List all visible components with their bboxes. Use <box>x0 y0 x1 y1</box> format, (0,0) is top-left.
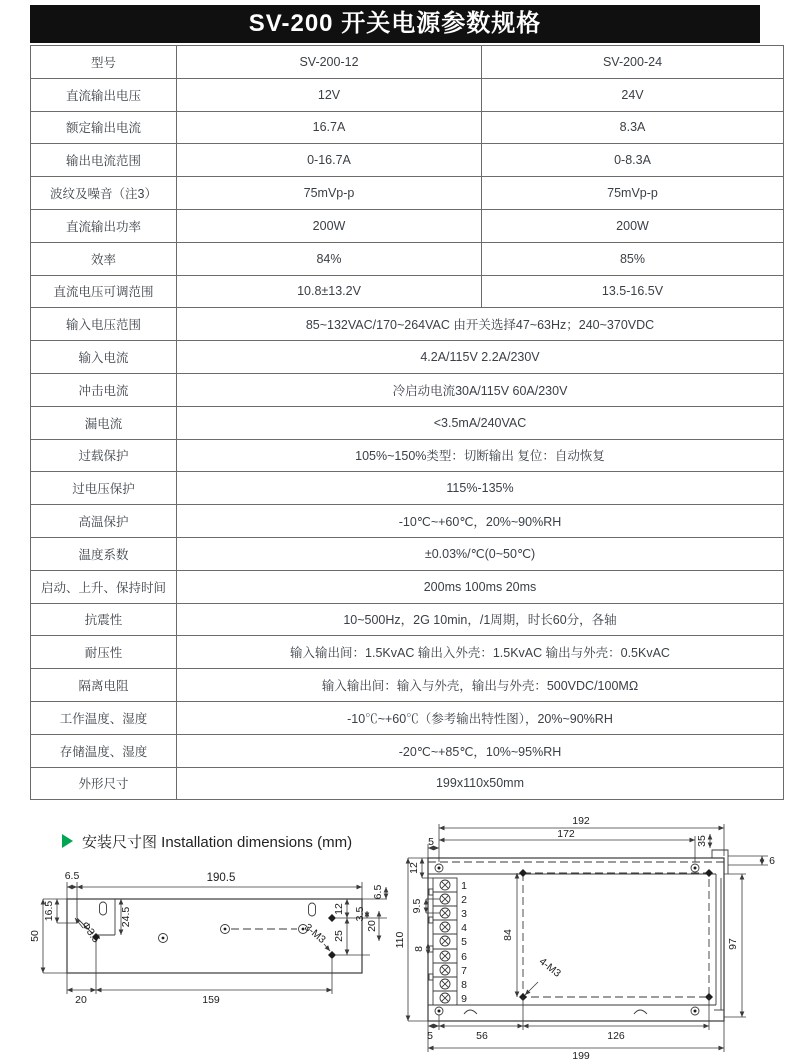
dim-label: 50 <box>29 930 41 942</box>
spec-value-cell: 4.2A/115V 2.2A/230V <box>177 341 784 374</box>
screw-spec-label: 3-M3 <box>301 921 328 946</box>
table-row <box>31 537 784 570</box>
svg-text:2: 2 <box>461 894 467 906</box>
installation-diagram-top-view <box>394 812 790 1060</box>
slot-hole <box>100 902 107 915</box>
table-row <box>31 406 784 439</box>
spec-label-cell: 外形尺寸 <box>31 767 177 800</box>
spec-value-cell: 输入输出间：输入与外壳，输出与外壳：500VDC/100MΩ <box>177 669 784 702</box>
table-row <box>31 111 784 144</box>
spec-value-cell: 105%~150%类型：切断输出 复位：自动恢复 <box>177 439 784 472</box>
spec-label-cell: 过电压保护 <box>31 472 177 505</box>
table-row <box>31 341 784 374</box>
spec-label-cell: 高温保护 <box>31 505 177 538</box>
screw-spec-label: 4-M3 <box>536 955 563 980</box>
dim-label: 12 <box>408 862 420 874</box>
dim-label: 9.5 <box>411 898 423 914</box>
spec-value-cell: 冷启动电流30A/115V 60A/230V <box>177 373 784 406</box>
spec-label-cell: 隔离电阻 <box>31 669 177 702</box>
spec-value-cell: 8.3A <box>482 111 784 144</box>
table-row <box>31 373 784 406</box>
dim-label: 20 <box>366 920 378 932</box>
dim-label: 35 <box>696 835 708 847</box>
dim-label: 12 <box>333 903 345 915</box>
table-row <box>31 669 784 702</box>
table-row <box>31 636 784 669</box>
spec-value-cell: ±0.03%/℃(0~50℃) <box>177 537 784 570</box>
spec-value-cell: 200W <box>177 209 482 242</box>
round-hole <box>159 925 308 943</box>
installation-diagram-side-view <box>25 866 395 1060</box>
dim-label: 56 <box>476 1030 488 1042</box>
green-triangle-icon <box>62 834 73 848</box>
spec-table <box>30 45 784 800</box>
spec-value-cell: 13.5-16.5V <box>482 275 784 308</box>
spec-label-cell: 直流电压可调范围 <box>31 275 177 308</box>
spec-value-cell: 0-16.7A <box>177 144 482 177</box>
terminal-numbers <box>461 880 467 1005</box>
spec-label-cell: 输入电压范围 <box>31 308 177 341</box>
dim-label: 25 <box>333 930 345 942</box>
page-title: SV-200 开关电源参数规格 <box>30 5 760 43</box>
table-row <box>31 603 784 636</box>
dim-label: 97 <box>727 938 739 950</box>
spec-value-cell: -10℃~+60℃（参考输出特性图），20%~90%RH <box>177 701 784 734</box>
spec-value-cell: 85% <box>482 242 784 275</box>
dim-label: 84 <box>502 929 514 941</box>
table-row <box>31 78 784 111</box>
table-row <box>31 242 784 275</box>
table-row <box>31 472 784 505</box>
spec-value-cell: 200ms 100ms 20ms <box>177 570 784 603</box>
spec-value-cell: 75mVp-p <box>482 177 784 210</box>
dim-label: 172 <box>557 828 575 840</box>
table-row <box>31 439 784 472</box>
dim-label: 8 <box>413 946 425 952</box>
spec-value-cell: <3.5mA/240VAC <box>177 406 784 439</box>
svg-text:1: 1 <box>461 880 467 892</box>
spec-value-cell: 10~500Hz，2G 10min，/1周期，时长60分，各轴 <box>177 603 784 636</box>
table-row <box>31 275 784 308</box>
spec-value-cell: 0-8.3A <box>482 144 784 177</box>
dim-label: 190.5 <box>206 872 236 884</box>
dim-label: 5 <box>428 836 434 848</box>
spec-value-cell: 24V <box>482 78 784 111</box>
dim-label: 16.5 <box>43 900 55 922</box>
spec-value-cell: 16.7A <box>177 111 482 144</box>
table-row <box>31 308 784 341</box>
spec-value-cell: 10.8±13.2V <box>177 275 482 308</box>
spec-value-cell: SV-200-24 <box>482 46 784 79</box>
spec-label-cell: 直流输出功率 <box>31 209 177 242</box>
spec-value-cell: 输入输出间：1.5KvAC 输出入外壳：1.5KvAC 输出与外壳：0.5KvAC <box>177 636 784 669</box>
dim-label: 6 <box>769 855 775 867</box>
spec-value-cell: 85~132VAC/170~264VAC 由开关选择47~63Hz；240~370VDC <box>177 308 784 341</box>
dim-label: 126 <box>607 1030 625 1042</box>
spec-label-cell: 过载保护 <box>31 439 177 472</box>
flange-screw <box>435 864 699 1015</box>
spec-label-cell: 波纹及噪音（注3） <box>31 177 177 210</box>
spec-value-cell: SV-200-12 <box>177 46 482 79</box>
spec-label-cell: 效率 <box>31 242 177 275</box>
spec-label-cell: 直流输出电压 <box>31 78 177 111</box>
dim-label: 24.5 <box>120 906 132 928</box>
table-row <box>31 46 784 79</box>
table-row <box>31 734 784 767</box>
spec-label-cell: 温度系数 <box>31 537 177 570</box>
spec-value-cell: 115%-135% <box>177 472 784 505</box>
dim-label: 159 <box>202 994 220 1006</box>
spec-label-cell: 冲击电流 <box>31 373 177 406</box>
slot-hole <box>309 903 316 916</box>
table-row <box>31 767 784 800</box>
spec-label-cell: 额定输出电流 <box>31 111 177 144</box>
dim-label: 5 <box>427 1030 433 1042</box>
spec-label-cell: 工作温度、湿度 <box>31 701 177 734</box>
dim-label: 110 <box>394 931 406 949</box>
table-row <box>31 570 784 603</box>
spec-value-cell: 84% <box>177 242 482 275</box>
spec-label-cell: 抗震性 <box>31 603 177 636</box>
spec-value-cell: 200W <box>482 209 784 242</box>
svg-text:3: 3 <box>461 908 467 920</box>
svg-text:5: 5 <box>461 936 467 948</box>
dim-label: 199 <box>572 1050 590 1060</box>
spec-label-cell: 耐压性 <box>31 636 177 669</box>
table-row <box>31 505 784 538</box>
install-section-heading <box>62 830 352 852</box>
dim-label: 20 <box>75 994 87 1006</box>
spec-value-cell: -20℃~+85℃，10%~95%RH <box>177 734 784 767</box>
dim-label: 3.5 <box>354 906 366 922</box>
spec-label-cell: 存储温度、湿度 <box>31 734 177 767</box>
spec-label-cell: 启动、上升、保持时间 <box>31 570 177 603</box>
spec-value-cell: 199x110x50mm <box>177 767 784 800</box>
dim-label: 192 <box>572 815 590 827</box>
svg-text:6: 6 <box>461 951 467 963</box>
spec-label-cell: 漏电流 <box>31 406 177 439</box>
spec-value-cell: 75mVp-p <box>177 177 482 210</box>
spec-value-cell: -10℃~+60℃，20%~90%RH <box>177 505 784 538</box>
table-row <box>31 209 784 242</box>
spec-value-cell: 12V <box>177 78 482 111</box>
dim-label: 6.5 <box>64 870 80 882</box>
svg-text:7: 7 <box>461 965 467 977</box>
hole-diameter-label: Φ3.5 <box>78 919 102 946</box>
mounting-hole-rect <box>519 869 713 1001</box>
table-row <box>31 177 784 210</box>
table-row <box>31 701 784 734</box>
dim-label: 6.5 <box>372 884 384 900</box>
spec-label-cell: 型号 <box>31 46 177 79</box>
table-row <box>31 144 784 177</box>
install-heading-text: 安装尺寸图 Installation dimensions (mm) <box>82 833 353 851</box>
spec-label-cell: 输入电流 <box>31 341 177 374</box>
spec-label-cell: 输出电流范围 <box>31 144 177 177</box>
svg-text:9: 9 <box>461 993 467 1005</box>
svg-text:4: 4 <box>461 922 467 934</box>
svg-text:8: 8 <box>461 979 467 991</box>
terminal-screws <box>440 880 450 1003</box>
